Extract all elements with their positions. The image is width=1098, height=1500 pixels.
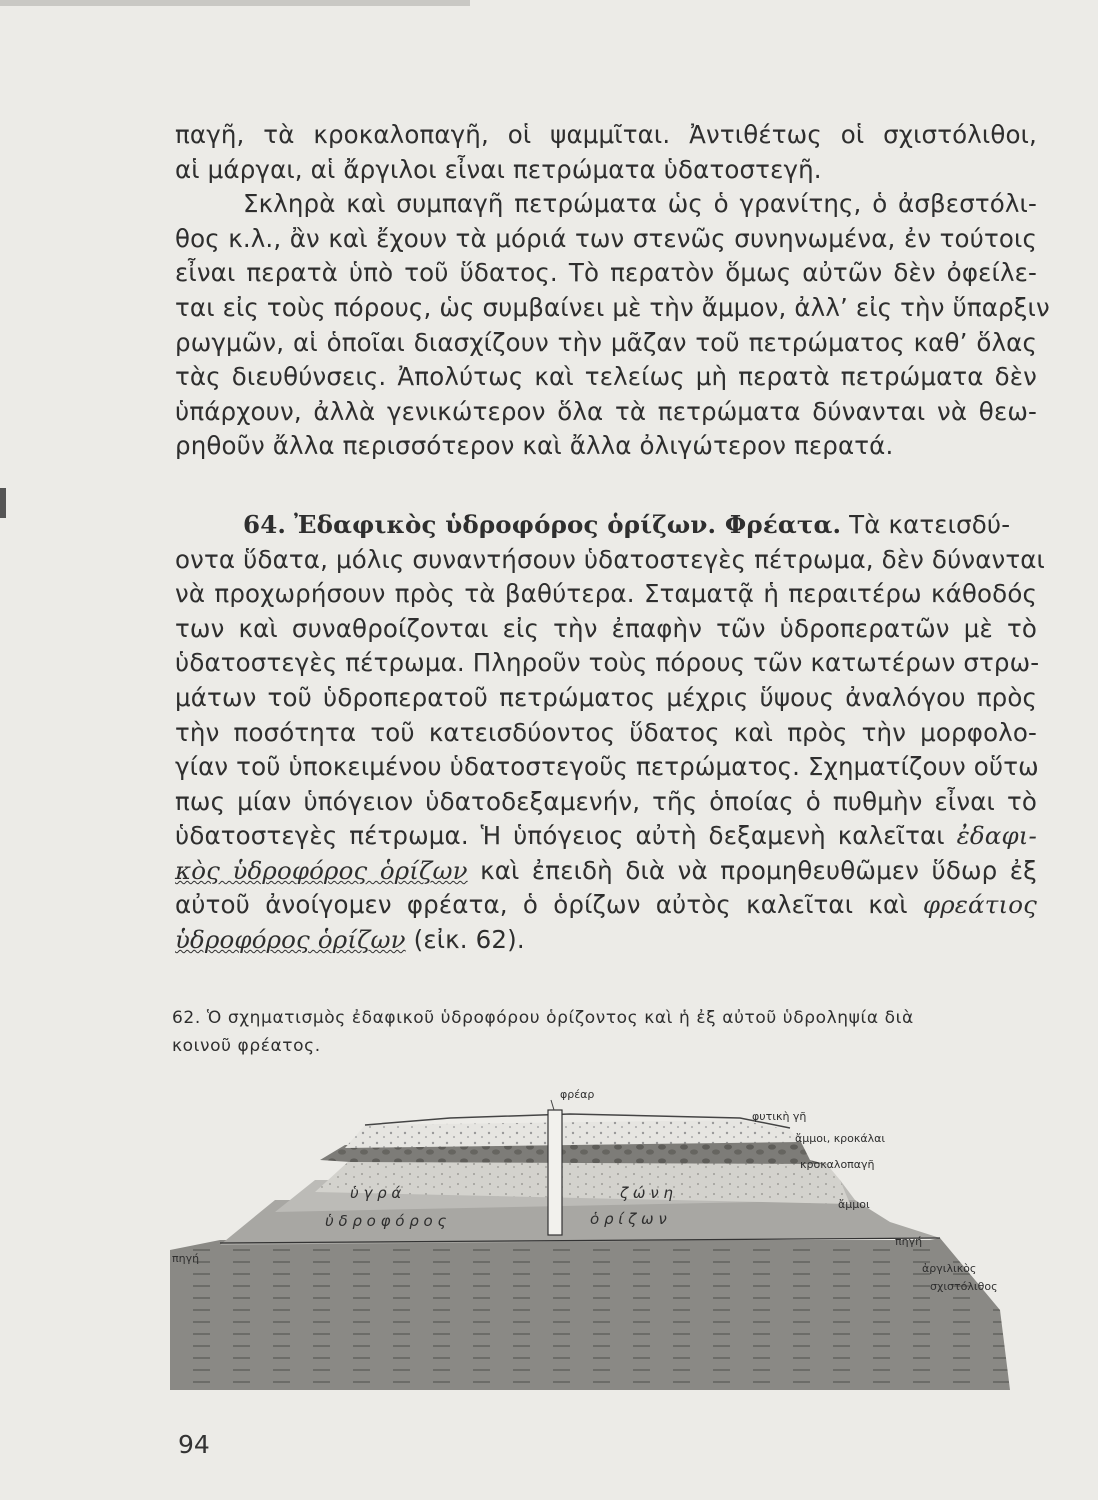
clay-layer: [170, 1238, 1010, 1390]
label-aquifer-1: ὑ δ ρ ο φ ό ρ ο ς: [325, 1212, 447, 1230]
figure-reference: (εἰκ. 62).: [413, 925, 525, 955]
text-fragment: ὑδατοστεγὲς πέτρωμα. Ἡ ὑπόγειος αὐτὴ δεξαμενὴ καλεῖται: [175, 821, 945, 851]
section-heading-line: [175, 508, 1037, 543]
body-text: [175, 118, 1050, 958]
geological-figure: [150, 1088, 1050, 1390]
caption-line: κοινοῦ φρέατος.: [172, 1036, 321, 1056]
section-title: Ἐδαφικὸς ὑδροφόρος ὁρίζων. Φρέατα.: [294, 509, 842, 539]
text-line: θος κ.λ., ἂν καὶ ἔχουν τὰ μόριά των στενῶς συνηνωμένα, ἐν τούτοις: [175, 223, 1037, 253]
text-line: [175, 888, 1037, 923]
text-line: [175, 854, 1037, 889]
text-line: τὰς διευθύνσεις. Ἀπολύτως καὶ τελείως μὴ περατὰ πετρώματα δὲν: [175, 362, 1037, 392]
label-topsoil: φυτικὴ γῆ: [752, 1110, 807, 1123]
italic-term: ὑδροφόρος ὁρίζων: [175, 925, 406, 955]
text-line: ὑπάρχουν, ἀλλὰ γενικώτερον ὅλα τὰ πετρώματα δύνανται νὰ θεω-: [175, 396, 1037, 426]
caption-line: [172, 1004, 1032, 1032]
label-spring-right: πηγή: [895, 1235, 923, 1248]
label-clay-1: ἀργιλικὸς: [922, 1262, 977, 1275]
aquifer-diagram: [150, 1088, 1050, 1390]
caption-text: Ὁ σχηματισμὸς ἐδαφικοῦ ὑδροφόρου ὁρίζοντος καὶ ἡ ἐξ αὐτοῦ ὑδροληψία διὰ: [206, 1008, 914, 1028]
text-line: ρωγμῶν, αἱ ὁποῖαι διασχίζουν τὴν μᾶζαν τοῦ πετρώματος καθ’ ὅλας: [175, 327, 1037, 357]
text-line: αἱ μάργαι, αἱ ἄργιλοι εἶναι πετρώματα ὑδατοστεγῆ.: [175, 154, 822, 184]
text-fragment: αὐτοῦ ἀνοίγομεν φρέατα, ὁ ὁρίζων αὐτὸς καλεῖται καὶ: [175, 890, 908, 920]
scan-mark: [0, 488, 6, 518]
text-line: ται εἰς τοὺς πόρους, ὡς συμβαίνει μὲ τὴν ἄμμον, ἀλλ’ εἰς τὴν ὕπαρξιν: [175, 292, 1050, 322]
figure-caption: [172, 1004, 1032, 1060]
text-line: ὑδατοστεγὲς πέτρωμα. Πληροῦν τοὺς πόρους τῶν κατωτέρων στρω-: [175, 648, 1040, 678]
italic-term: φρεάτιος: [922, 890, 1037, 920]
label-conglomerate: κροκαλοπαγῆ: [800, 1158, 875, 1171]
section-number: 64.: [243, 509, 287, 539]
label-wet-zone-2: ζ ώ ν η: [620, 1184, 673, 1202]
label-sands: ἄμμοι: [838, 1198, 870, 1211]
text-line: εἶναι περατὰ ὑπὸ τοῦ ὕδατος. Τὸ περατὸν ὅμως αὐτῶν δὲν ὀφείλε-: [175, 258, 1037, 288]
label-spring-left: πηγή: [172, 1252, 200, 1265]
well-shaft: [548, 1110, 562, 1235]
text-fragment: καὶ ἐπειδὴ διὰ νὰ προμηθευθῶμεν ὕδωρ ἐξ: [480, 855, 1037, 885]
italic-term: ἐδαφι-: [956, 821, 1037, 851]
text-line: [175, 819, 1037, 854]
label-sand-gravel: ἄμμοι, κροκάλαι: [795, 1132, 886, 1145]
text-line: [175, 923, 1037, 958]
page-number: 94: [178, 1430, 210, 1459]
text-line: νὰ προχωρήσουν πρὸς τὰ βαθύτερα. Σταματᾷ ἡ περαιτέρω κάθοδός: [175, 579, 1037, 609]
label-clay-2: σχιστόλιθος: [930, 1280, 998, 1293]
text-line: οντα ὕδατα, μόλις συναντήσουν ὑδατοστεγὲς πέτρωμα, δὲν δύνανται: [175, 544, 1046, 574]
text-line: παγῆ, τὰ κροκαλοπαγῆ, οἱ ψαμμῖται. Ἀντιθέτως οἱ σχιστόλιθοι,: [175, 120, 1037, 149]
scan-edge: [0, 0, 470, 6]
label-wet-zone: ὑ γ ρ ά: [350, 1184, 402, 1202]
caption-number: 62.: [172, 1008, 201, 1028]
text-line: τὴν ποσότητα τοῦ κατεισδύοντος ὕδατος καὶ πρὸς τὴν μορφολο-: [175, 717, 1037, 747]
text-line: Σκληρὰ καὶ συμπαγῆ πετρώματα ὡς ὁ γρανίτης, ὁ ἀσβεστόλι-: [243, 189, 1037, 219]
text-line: των καὶ συναθροίζονται εἰς τὴν ἐπαφὴν τῶν ὑδροπερατῶν μὲ τὸ: [175, 613, 1037, 643]
text-line: ρηθοῦν ἄλλα περισσότερον καὶ ἄλλα ὀλιγώτερον περατά.: [175, 431, 894, 461]
label-aquifer-2: ὁ ρ ί ζ ω ν: [590, 1210, 667, 1228]
text-line: πως μίαν ὑπόγειον ὑδατοδεξαμενήν, τῆς ὁποίας ὁ πυθμὴν εἶναι τὸ: [175, 786, 1037, 816]
text-fragment: Τὰ κατεισδύ-: [849, 509, 1011, 539]
italic-term: κὸς ὑδροφόρος ὁρίζων: [175, 855, 468, 885]
text-line: γίαν τοῦ ὑποκειμένου ὑδατοστεγοῦς πετρώματος. Σχηματίζουν οὕτω: [175, 752, 1039, 782]
text-line: μάτων τοῦ ὑδροπερατοῦ πετρώματος μέχρις ὕψους ἀναλόγου πρὸς: [175, 682, 1037, 712]
label-well: φρέαρ: [560, 1088, 595, 1101]
